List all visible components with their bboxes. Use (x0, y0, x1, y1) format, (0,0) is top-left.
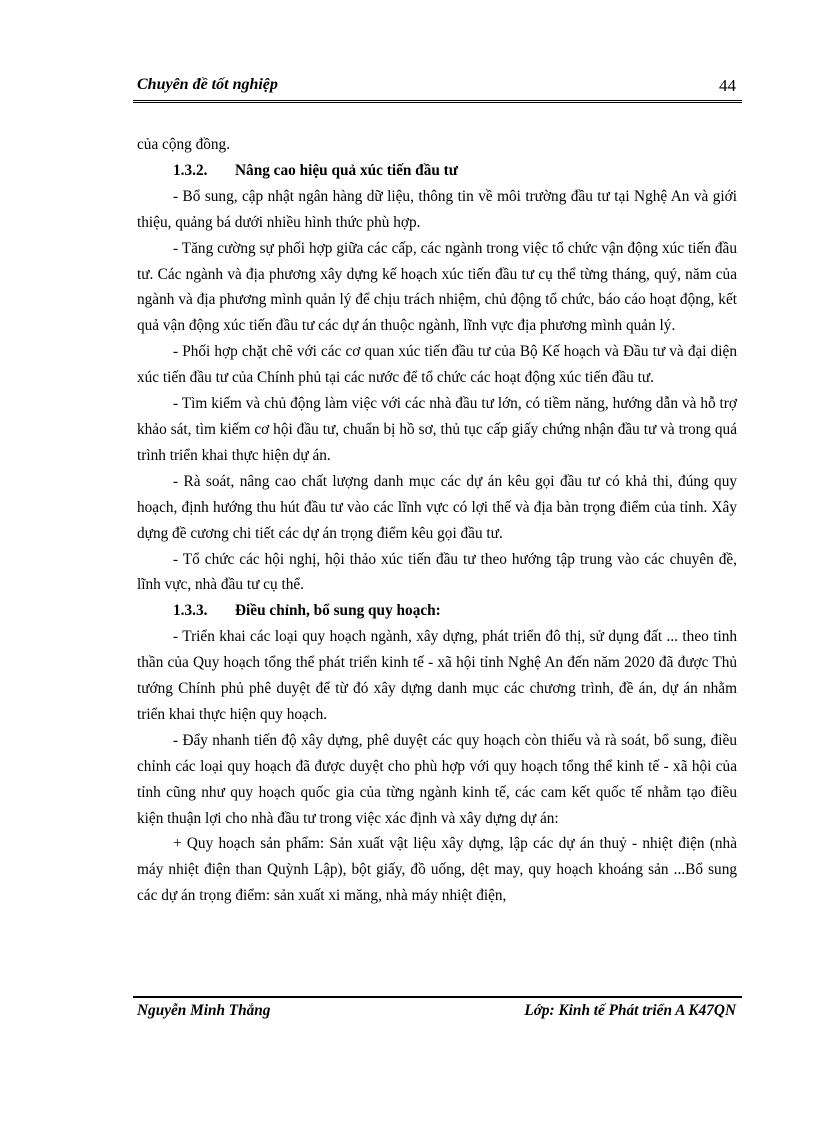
paragraph: + Quy hoạch sản phẩm: Sản xuất vật liệu xây dựng, lập các dự án thuỷ - nhiệt điện (nhà máy nhiệt điện than Quỳnh Lập), bột giấy, đồ uống, dệt may, quy hoạch khoáng sản ...Bổ sung các dự án trọng điểm: sản xuất xi măng, nhà máy nhiệt điện, (137, 835, 737, 905)
section-title: Nâng cao hiệu quả xúc tiến đầu tư (235, 161, 458, 179)
footer-class: Lớp: Kinh tế Phát triển A K47QN (524, 1002, 736, 1019)
paragraph: - Đẩy nhanh tiến độ xây dựng, phê duyệt các quy hoạch còn thiếu và rà soát, bổ sung, điều chỉnh các loại quy hoạch đã được duyệt cho phù hợp với quy hoạch tổng thể kinh tế - xã hội của tỉnh cũng như quy hoạch quốc gia của từng ngành kinh tế, các cam kết quốc tế nhằm tạo điều kiện thuận lợi cho nhà đầu tư trong việc xác định và xây dựng dự án: (137, 731, 737, 827)
section-heading-1-3-3 (137, 598, 737, 624)
paragraph: - Tổ chức các hội nghị, hội thảo xúc tiến đầu tư theo hướng tập trung vào các chuyên đề, lĩnh vực, nhà đầu tư cụ thể. (137, 550, 737, 594)
header-title: Chuyên đề tốt nghiệp (137, 76, 278, 93)
paragraph: - Bổ sung, cập nhật ngân hàng dữ liệu, thông tin về môi trường đầu tư tại Nghệ An và giới thiệu, quảng bá dưới nhiều hình thức phù hợp. (137, 187, 737, 231)
section-heading-1-3-2 (137, 158, 737, 184)
page-footer (133, 996, 742, 1026)
paragraph: - Phối hợp chặt chẽ với các cơ quan xúc tiến đầu tư của Bộ Kế hoạch và Đầu tư và đại diện xúc tiến đầu tư của Chính phủ tại các nước để tổ chức các hoạt động xúc tiến đầu tư. (137, 343, 737, 387)
paragraph: - Tăng cường sự phối hợp giữa các cấp, các ngành trong việc tổ chức vận động xúc tiến đầu tư. Các ngành và địa phương xây dựng kế hoạch xúc tiến đầu tư cụ thể từng tháng, quý, năm của ngành và địa phương mình quản lý để chịu trách nhiệm, chủ động tổ chức, báo cáo hoạt động, kết quả vận động xúc tiến đầu tư các dự án thuộc ngành, lĩnh vực địa phương mình quản lý. (137, 239, 737, 335)
footer-author: Nguyễn Minh Thắng (137, 1002, 271, 1019)
paragraph: của cộng đồng. (137, 136, 231, 153)
page-number: 44 (719, 76, 736, 95)
document-body (137, 132, 737, 909)
section-number: 1.3.3. (173, 602, 208, 620)
section-number: 1.3.2. (173, 161, 208, 179)
paragraph: - Rà soát, nâng cao chất lượng danh mục các dự án kêu gọi đầu tư có khả thi, đúng quy hoạch, định hướng thu hút đầu tư vào các lĩnh vực có lợi thế và địa bàn trọng điểm của tỉnh. Xây dựng đề cương chi tiết các dự án trọng điểm kêu gọi đầu tư. (137, 472, 737, 542)
page-header (133, 74, 742, 103)
paragraph: - Tìm kiếm và chủ động làm việc với các nhà đầu tư lớn, có tiềm năng, hướng dẫn và hỗ trợ khảo sát, tìm kiếm cơ hội đầu tư, chuẩn bị hồ sơ, thủ tục cấp giấy chứng nhận đầu tư và trong quá trình triển khai thực hiện dự án. (137, 395, 737, 464)
paragraph: - Triển khai các loại quy hoạch ngành, xây dựng, phát triển đô thị, sử dụng đất ... theo tinh thần của Quy hoạch tổng thể phát triển kinh tế - xã hội tỉnh Nghệ An đến năm 2020 đã được Thủ tướng Chính phủ phê duyệt để từ đó xây dựng danh mục các chương trình, đề án, dự án nhằm triển khai thực hiện quy hoạch. (137, 628, 737, 723)
section-title: Điều chỉnh, bổ sung quy hoạch: (235, 602, 441, 620)
